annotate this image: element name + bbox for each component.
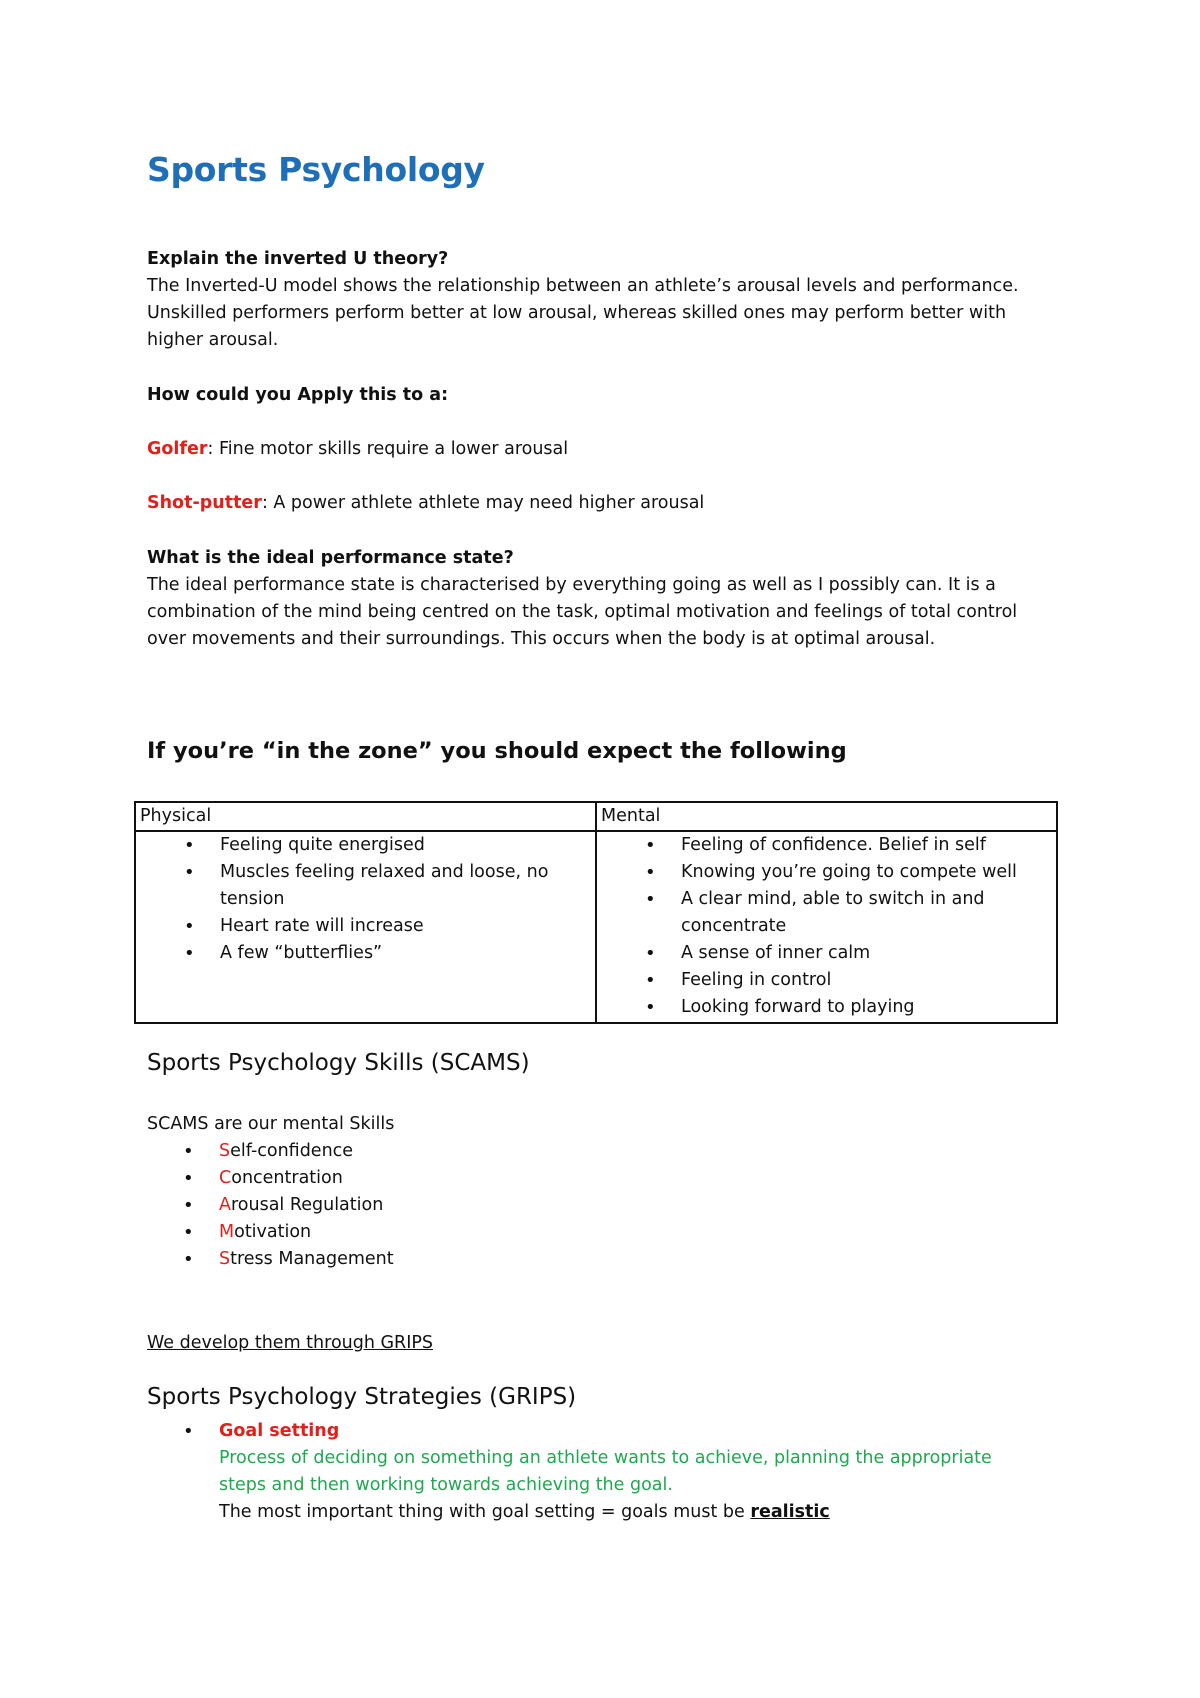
list-item: • Muscles feeling relaxed and loose, no tension (220, 859, 591, 913)
golfer-text: : Fine motor skills require a lower arousal (207, 439, 569, 459)
inverted-u-answer-line-2: Unskilled performers perform better at low arousal, whereas skilled ones may perform better with (147, 303, 1007, 323)
physical-cell (135, 831, 596, 1023)
grips-section (147, 1418, 1057, 1526)
list-item: • Concentration (219, 1165, 1057, 1192)
list-item: • Arousal Regulation (219, 1192, 1057, 1219)
ideal-state-question: What is the ideal performance state? (147, 548, 514, 568)
apply-section (147, 382, 1057, 409)
zone-heading: If you’re “in the zone” you should expect the following (147, 738, 847, 764)
list-item: • A few “butterflies” (220, 940, 591, 967)
list-item: • A sense of inner calm (681, 940, 1052, 967)
shotputter-text: : A power athlete athlete may need higher arousal (261, 493, 705, 513)
golfer-label: Golfer (147, 439, 208, 459)
ideal-state-answer-line-2: combination of the mind being centred on the task, optimal motivation and feelings of total control (147, 602, 1018, 622)
scams-section (147, 1111, 1057, 1273)
goal-important-line: The most important thing with goal setting = goals must be realistic (219, 1502, 830, 1522)
apply-question: How could you Apply this to a: (147, 385, 449, 405)
ideal-state-answer-line-1: The ideal performance state is characterised by everything going as well as I possibly can. It is a (147, 575, 996, 595)
goal-setting-label: Goal setting (219, 1421, 340, 1441)
goal-desc-line-1: Process of deciding on something an athlete wants to achieve, planning the appropriate (219, 1448, 992, 1468)
ideal-state-answer-line-3: over movements and their surroundings. This occurs when the body is at optimal arousal. (147, 629, 936, 649)
scams-list (147, 1138, 1057, 1273)
shotputter-line (147, 490, 1057, 517)
zone-table (134, 801, 1058, 1024)
realistic-emphasis: realistic (750, 1502, 830, 1522)
list-item: • Motivation (219, 1219, 1057, 1246)
golfer-line (147, 436, 1057, 463)
inverted-u-answer-line-3: higher arousal. (147, 330, 279, 350)
inverted-u-question: Explain the inverted U theory? (147, 249, 449, 269)
list-item: • A clear mind, able to switch in and concentrate (681, 886, 1052, 940)
goal-desc-line-2: steps and then working towards achieving the goal. (219, 1475, 673, 1495)
inverted-u-section (147, 246, 1057, 354)
develop-text: We develop them through GRIPS (147, 1333, 434, 1353)
list-item: • Feeling of confidence. Belief in self (681, 832, 1052, 859)
page-title: Sports Psychology (147, 150, 485, 189)
shotputter-label: Shot-putter (147, 493, 262, 513)
scams-heading: Sports Psychology Skills (SCAMS) (147, 1050, 530, 1076)
ideal-state-section (147, 545, 1057, 653)
grips-list (147, 1418, 1057, 1445)
list-item: • Feeling quite energised (220, 832, 591, 859)
scams-intro: SCAMS are our mental Skills (147, 1114, 395, 1134)
list-item: • Heart rate will increase (220, 913, 591, 940)
inverted-u-answer-line-1: The Inverted-U model shows the relationship between an athlete’s arousal levels and performance. (147, 276, 1019, 296)
list-item: • Stress Management (219, 1246, 1057, 1273)
list-item: • Self-confidence (219, 1138, 1057, 1165)
mental-cell (596, 831, 1057, 1023)
column-header-physical: Physical (135, 802, 596, 831)
list-item (219, 1418, 1057, 1445)
develop-line (147, 1330, 1057, 1357)
grips-heading: Sports Psychology Strategies (GRIPS) (147, 1384, 577, 1410)
list-item: • Looking forward to playing (681, 994, 1052, 1021)
list-item: • Feeling in control (681, 967, 1052, 994)
list-item: • Knowing you’re going to compete well (681, 859, 1052, 886)
column-header-mental: Mental (596, 802, 1057, 831)
